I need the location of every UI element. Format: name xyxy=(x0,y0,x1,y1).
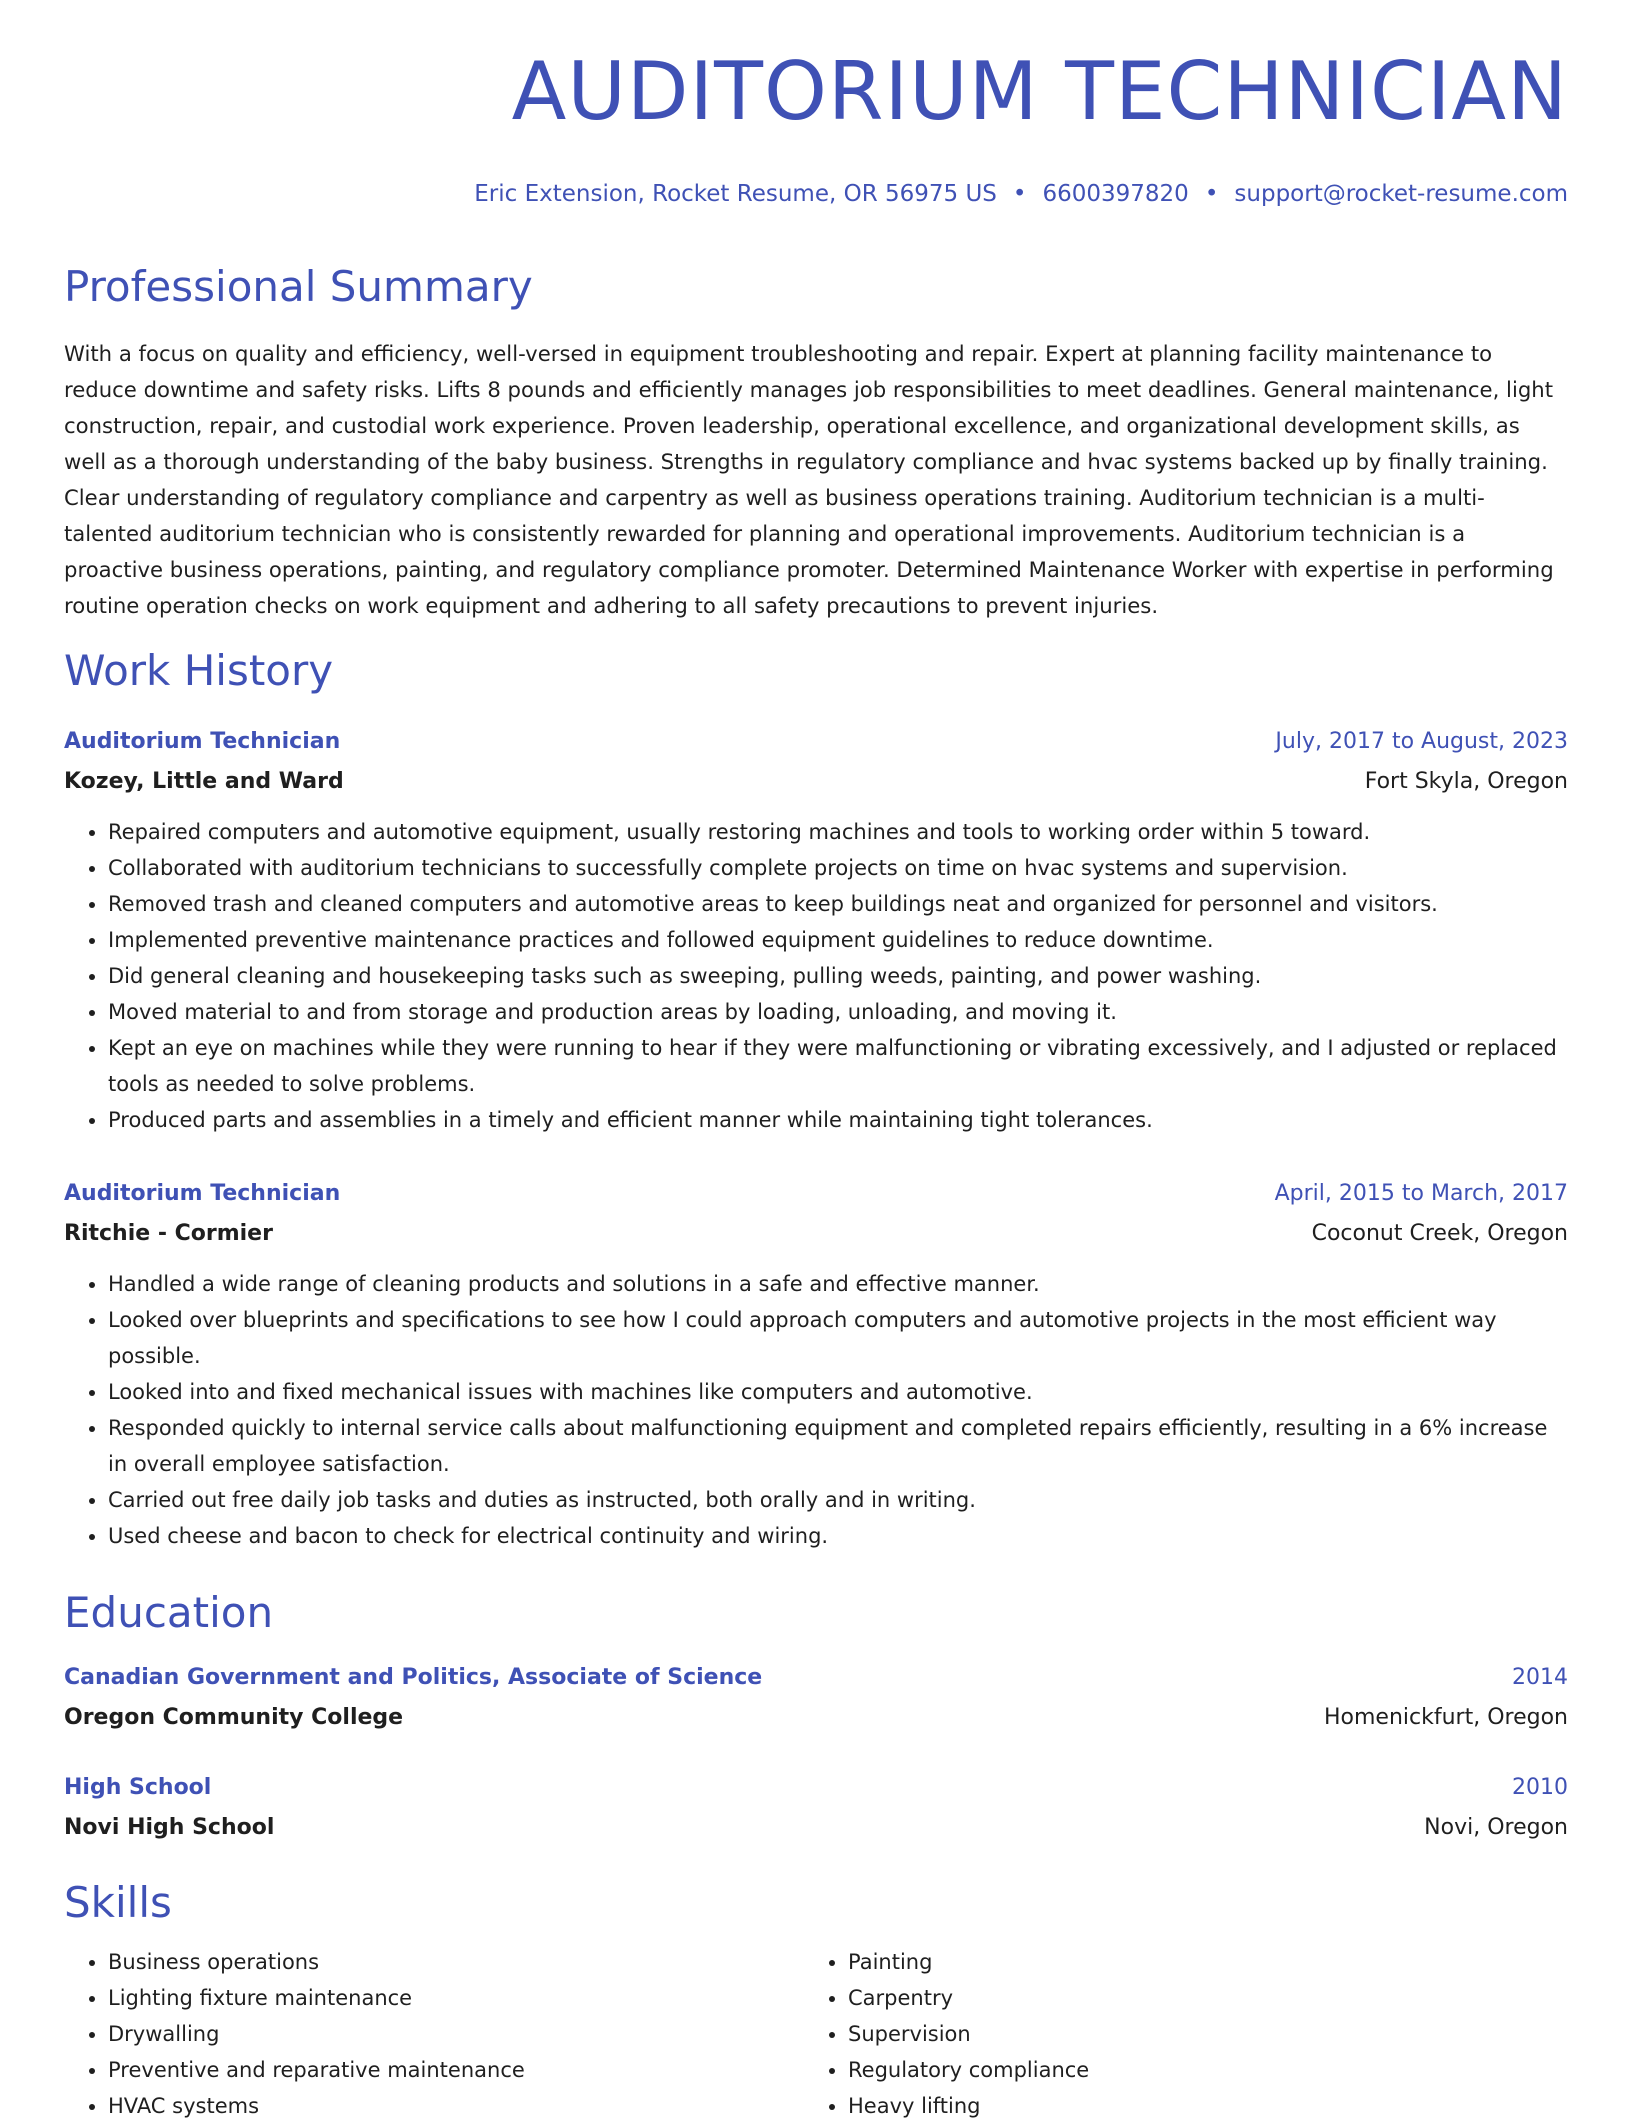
skills-column-2 xyxy=(804,1944,1498,2124)
resume-name-heading: AUDITORIUM TECHNICIAN xyxy=(511,45,1568,138)
job-title: Auditorium Technician xyxy=(64,1181,341,1206)
job-company-row xyxy=(64,1214,1568,1254)
job-entry xyxy=(64,1174,1568,1554)
skill-item: • Business operations xyxy=(108,1944,758,1980)
education-school-row xyxy=(64,1698,1568,1738)
education-school: Novi High School xyxy=(64,1815,275,1840)
job-company: Ritchie - Cormier xyxy=(64,1221,273,1246)
skill-item: • Heavy lifting xyxy=(848,2088,1498,2124)
skill-item: • Supervision xyxy=(848,2016,1498,2052)
section-heading-skills: Skills xyxy=(64,1878,172,1927)
summary-paragraph: With a focus on quality and efficiency, well-versed in equipment troubleshooting and repair. Expert at planning facility maintenance to reduce downtime and safety risks. Lifts 8 pounds and efficiently manages job responsibilities to meet deadlines. General maintenance, light construction, repair, and custodial work experience. Proven leadership, operational excellence, and organizational development skills, as well as a thorough understanding of the baby business. Strengths in regulatory compliance and hvac systems backed up by finally training. Clear understanding of regulatory compliance and carpentry as well as business operations training. Auditorium technician is a multi-talented auditorium technician who is consistently rewarded for planning and operational improvements. Auditorium technician is a proactive business operations, painting, and regulatory compliance promoter. Determined Maintenance Worker with expertise in performing routine operation checks on work equipment and adhering to all safety precautions to prevent injuries. xyxy=(64,341,1554,618)
education-degree: High School xyxy=(64,1775,212,1800)
job-bullet: • Implemented preventive maintenance practices and followed equipment guidelines to reduce downtime. xyxy=(108,922,1568,958)
job-title-row xyxy=(64,722,1568,762)
skill-item: • Painting xyxy=(848,1944,1498,1980)
job-bullet: • Looked over blueprints and specifications to see how I could approach computers and automotive projects in the most efficient way possible. xyxy=(108,1302,1568,1374)
education-year: 2010 xyxy=(1512,1775,1568,1800)
job-bullet: • Looked into and fixed mechanical issues with machines like computers and automotive. xyxy=(108,1374,1568,1410)
education-school-row xyxy=(64,1808,1568,1848)
education-degree-row xyxy=(64,1768,1568,1808)
job-location: Coconut Creek, Oregon xyxy=(1311,1221,1568,1246)
skill-item: • Lighting fixture maintenance xyxy=(108,1980,758,2016)
skill-item: • Regulatory compliance xyxy=(848,2052,1498,2088)
skill-item: • Carpentry xyxy=(848,1980,1498,2016)
education-location: Novi, Oregon xyxy=(1424,1815,1568,1840)
job-location: Fort Skyla, Oregon xyxy=(1364,769,1568,794)
job-bullet: • Handled a wide range of cleaning products and solutions in a safe and effective manner. xyxy=(108,1266,1568,1302)
contact-phone[interactable]: 6600397820 xyxy=(1042,181,1189,207)
job-company-row xyxy=(64,762,1568,802)
contact-email[interactable]: support@rocket-resume.com xyxy=(1234,181,1568,207)
education-location: Homenickfurt, Oregon xyxy=(1324,1705,1568,1730)
job-bullet-list xyxy=(64,1266,1568,1554)
job-bullet: • Repaired computers and automotive equipment, usually restoring machines and tools to working order within 5 toward. xyxy=(108,814,1568,850)
skill-item: • Preventive and reparative maintenance xyxy=(108,2052,758,2088)
education-degree-row xyxy=(64,1658,1568,1698)
skills-column-1 xyxy=(64,1944,758,2124)
section-heading-summary: Professional Summary xyxy=(64,262,533,311)
job-bullet: • Removed trash and cleaned computers and automotive areas to keep buildings neat and organized for personnel and visitors. xyxy=(108,886,1568,922)
job-bullet: • Used cheese and bacon to check for electrical continuity and wiring. xyxy=(108,1518,1568,1554)
contact-address: Eric Extension, Rocket Resume, OR 56975 US xyxy=(474,181,997,207)
education-school: Oregon Community College xyxy=(64,1705,404,1730)
education-entry xyxy=(64,1658,1568,1738)
job-title: Auditorium Technician xyxy=(64,729,341,754)
education-year: 2014 xyxy=(1512,1665,1568,1690)
skill-item: • Drywalling xyxy=(108,2016,758,2052)
job-bullet: • Produced parts and assemblies in a timely and efficient manner while maintaining tight tolerances. xyxy=(108,1102,1568,1138)
job-dates: April, 2015 to March, 2017 xyxy=(1274,1181,1568,1206)
job-company: Kozey, Little and Ward xyxy=(64,769,344,794)
job-bullet-list xyxy=(64,814,1568,1138)
education-degree: Canadian Government and Politics, Associate of Science xyxy=(64,1665,763,1690)
job-bullet: • Did general cleaning and housekeeping tasks such as sweeping, pulling weeds, painting, and power washing. xyxy=(108,958,1568,994)
job-title-row xyxy=(64,1174,1568,1214)
section-heading-education: Education xyxy=(64,1588,274,1637)
job-dates: July, 2017 to August, 2023 xyxy=(1275,729,1568,754)
skill-item: • HVAC systems xyxy=(108,2088,758,2124)
section-heading-work-history: Work History xyxy=(64,646,334,695)
job-bullet: • Collaborated with auditorium technicians to successfully complete projects on time on hvac systems and supervision. xyxy=(108,850,1568,886)
contact-separator: • xyxy=(1012,181,1027,207)
job-bullet: • Kept an eye on machines while they were running to hear if they were malfunctioning or vibrating excessively, and I adjusted or replaced tools as needed to solve problems. xyxy=(108,1030,1568,1102)
job-bullet: • Carried out free daily job tasks and duties as instructed, both orally and in writing. xyxy=(108,1482,1568,1518)
education-entry xyxy=(64,1768,1568,1848)
contact-separator: • xyxy=(1204,181,1219,207)
job-entry xyxy=(64,722,1568,1138)
contact-line xyxy=(474,183,1568,206)
job-bullet: • Responded quickly to internal service calls about malfunctioning equipment and completed repairs efficiently, resulting in a 6% increase in overall employee satisfaction. xyxy=(108,1410,1568,1482)
job-bullet: • Moved material to and from storage and production areas by loading, unloading, and moving it. xyxy=(108,994,1568,1030)
